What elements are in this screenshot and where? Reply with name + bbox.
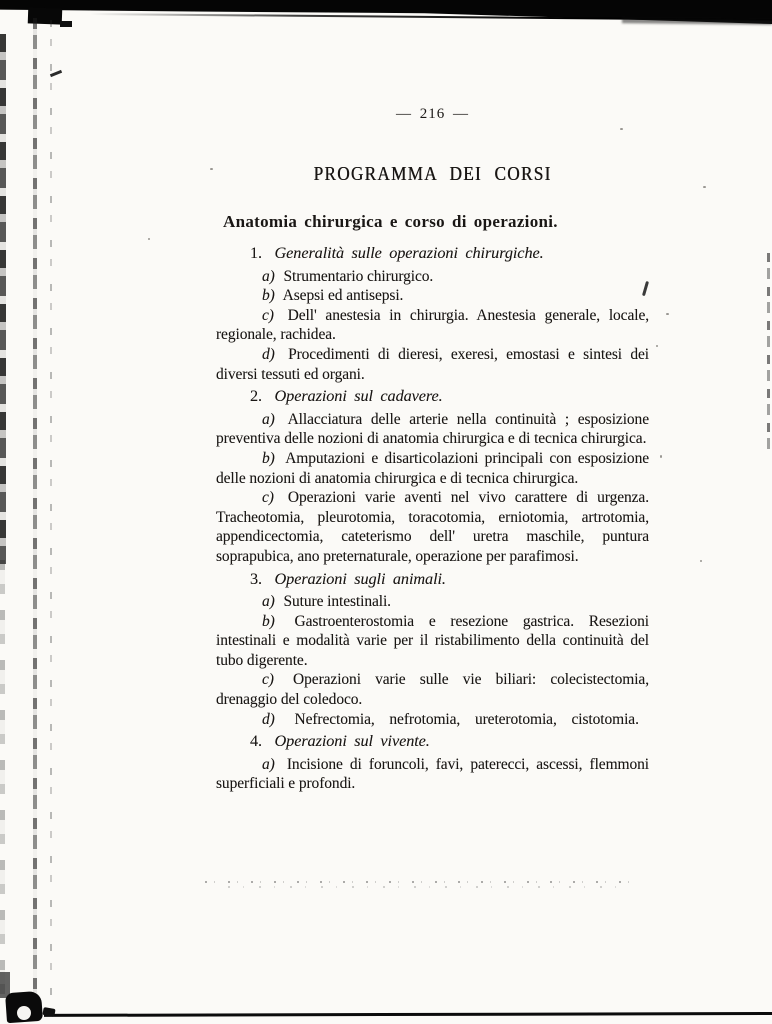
group-title: Operazioni sugli animali.	[274, 568, 446, 588]
item-text: Incisione di foruncoli, favi, paterecci, ascessi, flemmoni superficiali e profondi.	[216, 755, 649, 793]
group-4-heading	[216, 731, 649, 751]
page-edge-streak-1	[33, 18, 37, 1010]
program-item	[216, 286, 649, 306]
item-letter: c)	[262, 671, 274, 689]
item-text: Strumentario chirurgico.	[283, 267, 434, 285]
speck	[660, 455, 662, 458]
group-title: Generalità sulle operazioni chirurgiche.	[274, 243, 544, 262]
group-3-heading	[216, 569, 649, 589]
book-spine-shadow-upper	[0, 34, 6, 564]
page-content	[216, 0, 649, 1024]
item-letter: b)	[262, 449, 275, 467]
program-item	[216, 345, 649, 384]
item-letter: d)	[262, 710, 275, 728]
speck	[666, 313, 669, 315]
group-title: Operazioni sul vivente.	[274, 731, 430, 751]
scan-blob-hole	[17, 1006, 31, 1020]
program-item	[216, 755, 649, 794]
program-item	[216, 306, 649, 345]
section-heading: Anatomia chirurgica e corso di operazioni.	[223, 212, 558, 231]
group-number: 4.	[250, 731, 263, 751]
group-number: 3.	[250, 568, 263, 588]
item-letter: b)	[262, 612, 275, 630]
group-number: 2.	[250, 386, 263, 406]
right-edge-streak	[767, 253, 770, 449]
item-text: Dell' anestesia in chirurgia. Anestesia generale, locale, regionale, rachidea.	[216, 306, 650, 344]
item-text: Procedimenti di dieresi, exeresi, emostasi e sintesi dei diversi tessuti ed organi.	[216, 345, 649, 383]
group-number: 1.	[250, 243, 263, 262]
group-2-heading	[216, 386, 649, 406]
item-letter: a)	[262, 755, 275, 773]
speck	[700, 560, 702, 562]
item-text: Nefrectomia, nefrotomia, ureterotomia, cistotomia.	[294, 710, 639, 728]
group-1-heading	[216, 243, 649, 263]
program-item	[216, 449, 649, 488]
program-item	[216, 592, 649, 612]
course-program	[216, 241, 649, 794]
group-title: Operazioni sul cadavere.	[274, 386, 443, 406]
item-text: Gastroenterostomia e resezione gastrica. Resezioni intestinali e modalità varie per il ristabilimento della continuità del tubo digerente.	[216, 612, 649, 669]
program-item	[216, 488, 649, 566]
speck	[210, 168, 213, 170]
page-edge-streak-2	[50, 20, 52, 1000]
item-text: Allacciatura delle arterie nella continuità ; esposizione preventiva delle nozioni di anatomia chirurgica e di tecnica chirurgica.	[216, 410, 649, 448]
item-text: Operazioni varie sulle vie biliari: colecistectomia, drenaggio del coledoco.	[216, 671, 649, 709]
item-letter: c)	[262, 306, 274, 324]
speck	[703, 186, 706, 188]
item-text: Suture intestinali.	[283, 593, 391, 611]
item-letter: a)	[262, 410, 275, 428]
program-item	[216, 670, 649, 709]
item-letter: a)	[262, 593, 275, 611]
scan-top-blob-small	[60, 21, 72, 27]
item-text: Asepsi ed antisepsi.	[282, 287, 404, 305]
program-item	[216, 267, 649, 287]
program-item	[216, 710, 649, 730]
program-item	[216, 612, 649, 671]
speck	[656, 345, 658, 347]
item-letter: a)	[262, 267, 275, 285]
item-letter: d)	[262, 345, 275, 363]
item-letter: b)	[262, 287, 275, 305]
page-number: — 216 —	[396, 106, 469, 122]
book-spine-shadow-lower	[0, 560, 5, 1000]
item-text: Operazioni varie aventi nel vivo carattere di urgenza. Tracheotomia, pleurotomia, toracotomia, erniotomia, artrotomia, appendicectomia, cateterismo dell' uretra maschile, puntura soprapubica, ano preternaturale, operazione per parafimosi.	[216, 489, 649, 565]
item-text: Amputazioni e disarticolazioni principali con esposizione delle nozioni di anatomia chirurgica e di tecnica chirurgica.	[216, 449, 649, 487]
speck	[148, 238, 150, 240]
item-letter: c)	[262, 489, 274, 507]
program-item	[216, 410, 649, 449]
page-title: PROGRAMMA DEI CORSI	[313, 163, 552, 185]
